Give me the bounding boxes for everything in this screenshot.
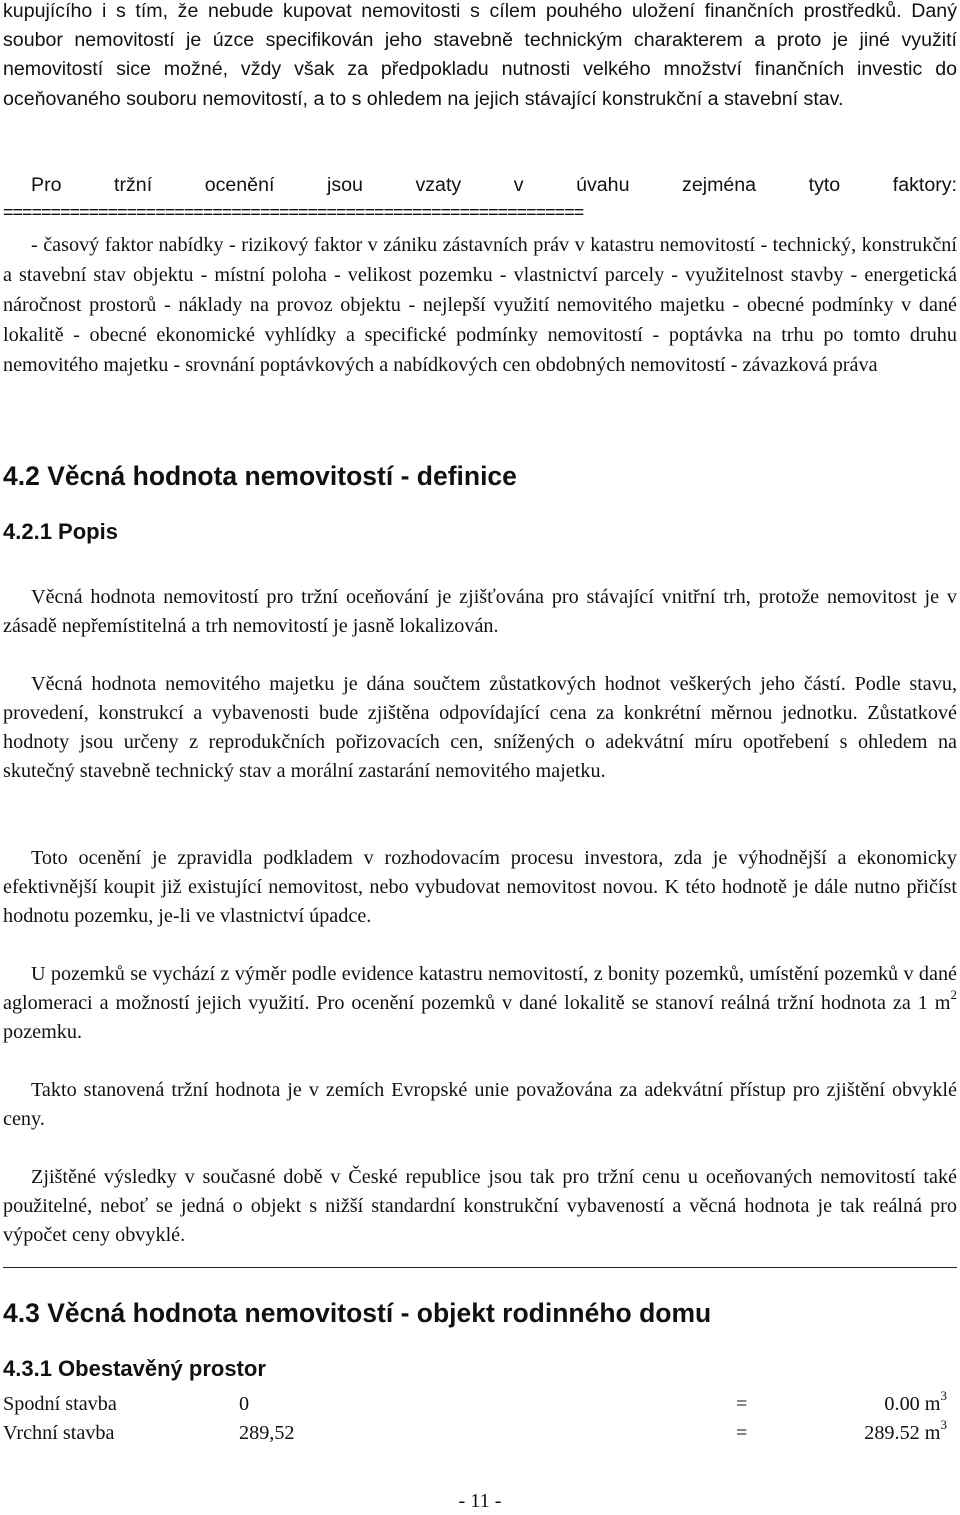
squared-superscript: 2 xyxy=(950,987,957,1003)
land-paragraph-end: pozemku. xyxy=(3,1021,83,1043)
factors-heading: Pro tržní ocenění jsou vzaty v úvahu zejména tyto faktory: xyxy=(31,174,957,196)
paragraph: Toto ocenění je zpravidla podkladem v rozhodovacím procesu investora, zda je výhodnější a ekonomicky efektivnější koupit již existující nemovitost, nebo vybudovat nemovitost novou. K této hodnotě je dále nutno přičíst hodnotu pozemku, je-li ve vlastnictví úpadce. xyxy=(3,847,957,927)
intro-paragraph: kupujícího i s tím, že nebude kupovat nemovitosti s cílem pouhého uložení finančních prostředků. Daný soubor nemovitostí je úzce specifikován jeho stavebně technickým charakterem a proto je jiné využití nemovitostí sice možné, vždy však za předpokladu nutnosti velkého množství finančních investic do oceňovaného souboru nemovitostí, a to s ohledem na jejich stávající konstrukční a stavební stav. xyxy=(3,0,957,110)
paragraph: Zjištěné výsledky v současné době v České republice jsou tak pro tržní cenu u oceňovaných nemovitostí také použitelné, neboť se jedná o objekt s nižší standardní konstrukční vybaveností a věcná hodnota je tak reálná pro výpočet ceny obvyklé. xyxy=(3,1166,957,1246)
row-label: Vrchní stavba xyxy=(3,1422,115,1444)
paragraph: Věcná hodnota nemovitostí pro tržní oceňování je zjišťována pro stávající vnitřní trh, protože nemovitost je v zásadě nepřemístitelná a trh nemovitostí je jasně lokalizován. xyxy=(3,586,957,637)
row-value xyxy=(864,1419,947,1448)
section-4-3-1-subheading: 4.3.1 Obestavěný prostor xyxy=(3,1356,266,1381)
land-paragraph xyxy=(3,960,957,1047)
paragraph: Věcná hodnota nemovitého majetku je dána součtem zůstatkových hodnot veškerých jeho částí. Podle stavu, provedení, konstrukcí a vybavenosti bude zjištěna odpovídající cena za konkrétní měrnou jednotku. Zůstatkové hodnoty jsou určeny z reprodukčních pořizovacích cen, snížených o adekvátní míru opotřebení s ohledem na skutečný stavebně technický stav a morální zastarání nemovitého majetku. xyxy=(3,673,957,782)
section-4-2-1-subheading: 4.2.1 Popis xyxy=(3,519,118,544)
row-number: 0 xyxy=(239,1393,250,1415)
section-4-2-heading: 4.2 Věcná hodnota nemovitostí - definice xyxy=(3,461,517,491)
row-number: 289,52 xyxy=(239,1422,295,1444)
factors-list: - časový faktor nabídky - rizikový faktor v zániku zástavních práv v katastru nemovitostí - technický, konstrukční a stavební stav objektu - místní poloha - velikost pozemku - vlastnictví parcely - využitelnost stavby - energetická náročnost prostorů - náklady na provoz objektu - nejlepší využití nemovitého majetku - obecné podmínky v dané lokalitě - obecné ekonomické vyhlídky a specifické podmínky nemovitostí - poptávka na trhu po tomto druhu nemovitého majetku - srovnání poptávkových a nabídkových cen obdobných nemovitostí - závazková práva xyxy=(3,234,957,376)
section-4-3-heading: 4.3 Věcná hodnota nemovitostí - objekt rodinného domu xyxy=(3,1298,712,1328)
row-value-text: 289.52 m xyxy=(864,1422,941,1444)
cubic-superscript: 3 xyxy=(940,1417,947,1433)
land-paragraph-text: U pozemků se vychází z výměr podle evidence katastru nemovitostí, z bonity pozemků, umístění pozemků v dané aglomeraci a možností jejich využití. Pro ocenění pozemků v dané lokalitě se stanoví reálná tržní hodnota za 1 m xyxy=(3,963,957,1014)
row-label: Spodní stavba xyxy=(3,1393,117,1415)
horizontal-divider xyxy=(3,1267,957,1268)
volume-row-substructure xyxy=(3,1390,947,1419)
cubic-superscript: 3 xyxy=(940,1388,947,1404)
row-value xyxy=(884,1390,947,1419)
row-equals: = xyxy=(736,1422,748,1444)
volume-row-superstructure xyxy=(3,1419,947,1448)
row-value-text: 0.00 m xyxy=(884,1393,941,1415)
paragraph: Takto stanovená tržní hodnota je v zemích Evropské unie považována za adekvátní přístup pro zjištění obvyklé ceny. xyxy=(3,1079,957,1130)
page-number: - 11 - xyxy=(458,1490,502,1512)
separator-line: ============================================================= xyxy=(3,205,584,219)
row-equals: = xyxy=(736,1393,748,1415)
